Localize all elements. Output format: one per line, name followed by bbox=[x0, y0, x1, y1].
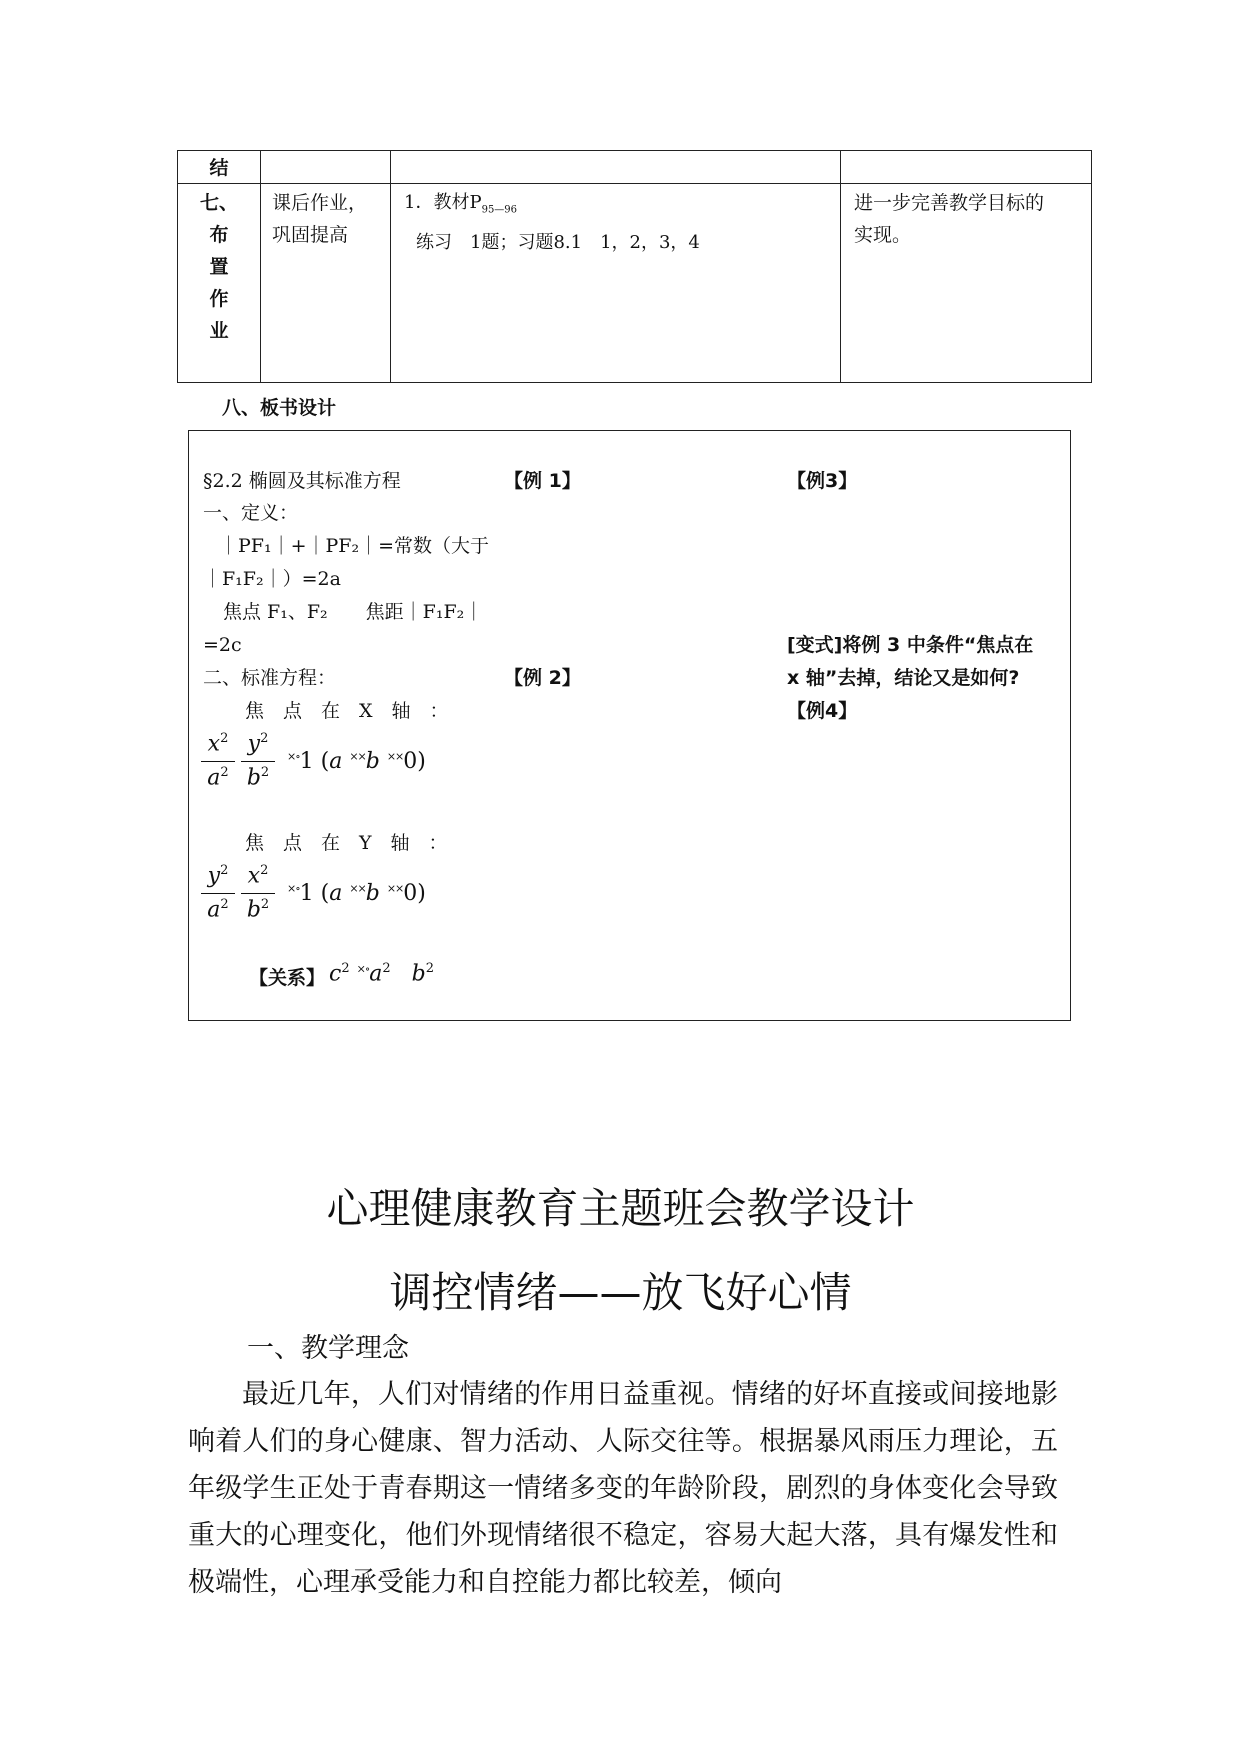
x-axis-label: 焦 点 在 X 轴 ： bbox=[245, 700, 449, 722]
board-title: §2.2 椭圆及其标准方程 bbox=[203, 470, 401, 492]
variant-line-2: x 轴”去掉，结论又是如何? bbox=[787, 667, 1020, 689]
table-column-divider bbox=[260, 151, 261, 382]
table-activity-cell: 课后作业， 巩固提高 bbox=[272, 192, 368, 246]
table-column-divider bbox=[390, 151, 391, 382]
standard-equation-heading: 二、标准方程： bbox=[203, 667, 337, 689]
definition-line-2: ｜F₁F₂｜）=2a bbox=[203, 568, 341, 590]
foci-line-2: =2c bbox=[203, 634, 242, 656]
relation-label: 【关系】 bbox=[249, 967, 326, 989]
table-content-cell bbox=[404, 187, 700, 259]
lesson-plan-table bbox=[177, 150, 1092, 383]
equation-x-rest: ×∘1 (a ××b ××0) bbox=[287, 749, 426, 774]
example-2: 【例 2】 bbox=[504, 667, 581, 689]
section-heading: 一、教学理念 bbox=[247, 1333, 409, 1364]
content-line-1: 1．教材$P_{95—96}$ bbox=[404, 192, 518, 216]
table-column-divider bbox=[840, 151, 841, 382]
table-row1-label: 结 bbox=[209, 157, 229, 179]
y-axis-label: 焦 点 在 Y 轴 ： bbox=[245, 832, 448, 854]
example-1: 【例 1】 bbox=[504, 470, 581, 492]
article-paragraph: 最近几年，人们对情绪的作用日益重视。情绪的好坏直接或间接地影响着人们的身心健康、智力活动、人际交往等。根据暴风雨压力理论，五年级学生正处于青春期这一情绪多变的年龄阶段，剧烈的身体变化会导致重大的心理变化，他们外现情绪很不稳定，容易大起大落，具有爆发性和极端性，心理承受能力和自控能力都比较差，倾向 bbox=[188, 1379, 1058, 1598]
table-purpose-cell: 进一步完善教学目标的 实现。 bbox=[854, 192, 1045, 246]
example-3: 【例3】 bbox=[787, 470, 858, 492]
relation-equation: $c^2$ $^{\times\circ}a^2$ $b^2$ bbox=[329, 961, 434, 987]
definition-heading: 一、定义： bbox=[203, 502, 299, 524]
content-line-2: 练习 1题；习题8.1 1，2，3，4 bbox=[416, 231, 700, 253]
board-design-box: §2.2 椭圆及其标准方程 一、定义： ｜PF₁｜+｜PF₂｜=常数（大于 ｜F₁F₂｜）=2a 焦点 F₁、F₂ 焦距｜F₁F₂｜ =2c 二、标准方程： 焦 点 在 X 轴 ： $x^2$ $a^2$ $y^2$ $b^2$ ×∘1 (a ××b ××0) 焦 点 在 Y 轴 ： $y^2$ $a^2$ $x^2$ $b^2$ ×∘1 (a ××b ××0) 【关系】 $c^2$ $^{\times\circ}a^2$ $b^2$ 【例 1】 【例 2】 【例3】 [变式]将例 3 中条件“焦点在 x 轴”去掉，结论又是如何? 【例4】 bbox=[188, 430, 1071, 1021]
example-4: 【例4】 bbox=[787, 700, 858, 722]
article-title: 心理健康教育主题班会教学设计 bbox=[326, 1184, 915, 1233]
definition-line-1: ｜PF₁｜+｜PF₂｜=常数（大于 bbox=[219, 535, 490, 557]
table-row-divider bbox=[178, 183, 1091, 184]
table-row2-label: 七、 布 置 作 业 bbox=[199, 192, 238, 342]
foci-line: 焦点 F₁、F₂ 焦距｜F₁F₂｜ bbox=[223, 601, 484, 623]
variant-line-1: [变式]将例 3 中条件“焦点在 bbox=[787, 634, 1034, 656]
equation-y-rest: ×∘1 (a ××b ××0) bbox=[287, 881, 426, 906]
article-subtitle: 调控情绪——放飞好心情 bbox=[389, 1268, 852, 1317]
board-heading: 八、板书设计 bbox=[222, 397, 337, 419]
